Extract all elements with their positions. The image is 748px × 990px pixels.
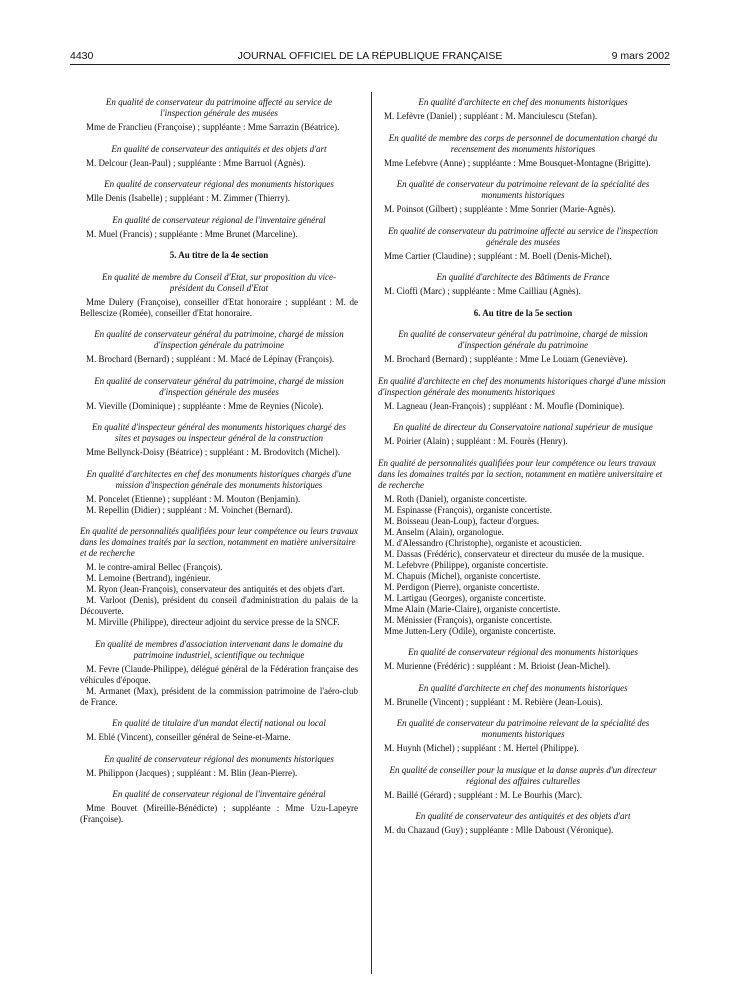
appointment-block — [378, 272, 668, 297]
nominee-entry: Mme Cartier (Claudine) ; suppléant : M. Boell (Denis-Michel). — [384, 250, 612, 261]
nominee-entry: Mme Bouvet (Mireille-Bénédicte) ; suppléante : Mme Uzu-Lapeyre (Françoise). — [80, 803, 358, 824]
nominee-entry: Mme de Franclieu (Françoise) ; suppléante : Mme Sarrazin (Béatrice). — [86, 122, 340, 132]
qualification-heading: En qualité de conservateur du patrimoine relevant de la spécialité des monuments historiques — [396, 179, 650, 200]
appointment-block — [378, 422, 668, 447]
appointment-block — [378, 811, 668, 836]
qualification-heading: En qualité de conservateur général du patrimoine, chargé de mission d'inspection générale des musées — [94, 375, 344, 397]
nominee-entry: M. Ménissier (François), organiste concertiste. — [384, 614, 553, 625]
qualification-heading: En qualité d'inspecteur général des monuments historiques chargé des sites et paysages ou inspecteur général de la construction — [91, 422, 347, 443]
nominee-entry: M. Lartigau (Georges), organiste concertiste. — [384, 592, 546, 603]
appointment-block — [378, 376, 668, 412]
nominee-entry: M. Roth (Daniel), organiste concertiste. — [384, 493, 528, 504]
left-column — [80, 97, 358, 836]
qualification-heading: En qualité de conservateur régional de l'inventaire général — [112, 789, 326, 799]
qualification-heading: En qualité de conservateur régional des monuments historiques — [104, 753, 334, 764]
appointment-block — [378, 179, 668, 215]
nominee-entry: M. Repellin (Didier) ; suppléant : M. Voinchet (Bernard). — [86, 504, 293, 515]
nominee-entry: M. Vieville (Dominique) ; suppléante : Mme de Reynies (Nicole). — [86, 400, 324, 411]
nominee-entry: M. Armanet (Max), président de la commission patrimoine de l'aéro-club de France. — [80, 685, 358, 707]
qualification-heading: En qualité de conservateur des antiquités et des objets d'art — [111, 143, 327, 154]
page-number: 4430 — [70, 50, 94, 62]
appointment-block — [378, 647, 668, 672]
publication-date: 9 mars 2002 — [611, 50, 670, 62]
appointment-block — [378, 133, 668, 169]
section-heading: 5. Au titre de la 4e section — [169, 250, 269, 260]
nominee-entry: M. Philippon (Jacques) ; suppléant : M. Blin (Jean-Pierre). — [86, 767, 298, 778]
qualification-heading: En qualité de membre des corps de personnel de documentation chargé du recensement des monuments historiques — [388, 132, 658, 154]
qualification-heading: En qualité d'architecte en chef des monuments historiques — [418, 682, 628, 693]
nominee-entry: M. Huynh (Michel) ; suppléant : M. Hertel (Philippe). — [384, 743, 579, 753]
nominee-entry: Mlle Denis (Isabelle) ; suppléant : M. Zimmer (Thierry). — [86, 193, 290, 203]
nominee-entry: M. Lefèvre (Daniel) ; suppléant : M. Manciulescu (Stefan). — [384, 111, 598, 121]
nominee-entry: M. Lemoine (Bertrand), ingénieur. — [86, 573, 211, 583]
qualification-heading: En qualité d'architecte en chef des monuments historiques — [418, 97, 628, 107]
appointment-block — [378, 329, 668, 365]
appointment-block — [378, 226, 668, 262]
qualification-heading: En qualité de conservateur régional de l'inventaire général — [112, 214, 326, 225]
nominee-entry: Mme Bellynck-Doisy (Béatrice) ; suppléant : M. Brodovitch (Michel). — [86, 447, 340, 457]
header-rule — [70, 64, 670, 65]
nominee-entry: M. d'Alessandro (Christophe), organiste et acousticien. — [384, 537, 582, 548]
appointment-block — [80, 97, 358, 133]
appointment-block — [80, 376, 358, 412]
appointment-block — [80, 639, 358, 708]
qualification-heading: En qualité de conservateur régional des monuments historiques — [408, 647, 638, 657]
nominee-entry: M. Brunelle (Vincent) ; suppléant : M. Rebière (Jean-Louis). — [384, 696, 603, 707]
appointment-block — [80, 144, 358, 169]
nominee-entry: M. Chapuis (Michel), organiste concertiste. — [384, 570, 541, 581]
appointment-block — [80, 329, 358, 365]
nominee-entry: M. Murienne (Frédéric) : suppléant : M. Brioist (Jean-Michel). — [384, 661, 611, 671]
column-divider — [371, 92, 372, 974]
appointment-block — [378, 718, 668, 754]
nominee-entry: M. Baillé (Gérard) ; suppléant : M. Le Bourhis (Marc). — [384, 789, 582, 800]
nominee-entry: M. Boisseau (Jean-Loup), facteur d'orgues. — [384, 515, 540, 526]
appointment-block — [378, 765, 668, 801]
nominee-entry: M. Poncelet (Etienne) ; suppléant : M. Mouton (Benjamin). — [86, 493, 301, 504]
appointment-block — [80, 422, 358, 458]
nominee-entry: M. Brochard (Bernard) ; suppléante : Mme Le Louarn (Geneviève). — [384, 354, 628, 364]
nominee-entry: Mme Dulery (Françoise), conseiller d'Etat honoraire ; suppléant : M. de Bellescize (Romée), conseiller d'Etat honoraire. — [80, 296, 358, 318]
nominee-entry: M. Espinasse (François), organiste concertiste. — [384, 504, 553, 515]
qualification-heading: En qualité d'architecte en chef des monuments historiques chargé d'une mission d'inspection générale des monuments historiques — [378, 375, 666, 397]
nominee-entry: M. du Chazaud (Guy) ; suppléante : Mlle Daboust (Véronique). — [384, 825, 614, 835]
nominee-entry: M. Lefebvre (Philippe), organiste concertiste. — [384, 559, 549, 570]
journal-title: JOURNAL OFFICIEL DE LA RÉPUBLIQUE FRANÇAISE — [237, 50, 503, 62]
qualification-heading: En qualité de conservateur du patrimoine relevant de la spécialité des monuments historiques — [396, 718, 650, 739]
nominee-entry: Mme Lefebvre (Anne) ; suppléante : Mme Bousquet-Montagne (Brigitte). — [384, 157, 651, 168]
qualification-heading: En qualité de conseiller pour la musique et la danse auprès d'un directeur régional des affaires culturelles — [389, 764, 657, 786]
nominee-entry: M. Cioffi (Marc) ; suppléante : Mme Cailliau (Agnès). — [384, 286, 581, 296]
appointment-block — [80, 754, 358, 779]
appointment-block — [378, 97, 668, 122]
appointment-block — [80, 526, 358, 628]
nominee-entry: M. Eblé (Vincent), conseiller général de Seine-et-Marne. — [86, 732, 291, 742]
nominee-entry: M. Dassas (Frédéric), conservateur et directeur du musée de la musique. — [384, 548, 645, 559]
qualification-heading: En qualité de personnalités qualifiées pour leur compétence ou leurs travaux dans les domaines traités par la section, notamment en matière universitaire et de recherche — [378, 457, 663, 490]
qualification-heading: En qualité d'architectes en chef des monuments historiques chargés d'une mission d'inspection générale des monuments historiques — [86, 468, 352, 490]
right-column — [378, 97, 668, 847]
nominee-entry: M. Delcour (Jean-Paul) ; suppléante : Mme Barruol (Agnès). — [86, 157, 306, 168]
qualification-heading: En qualité de conservateur du patrimoine affecté au service de l'inspection générale des musées — [105, 97, 333, 118]
section-heading: 6. Au titre de la 5e section — [473, 307, 573, 318]
qualification-heading: En qualité de conservateur général du patrimoine, chargé de mission d'inspection générale du patrimoine — [94, 329, 344, 350]
nominee-entry: M. Perdigon (Pierre), organiste concertiste. — [384, 581, 540, 592]
qualification-heading: En qualité de membres d'association intervenant dans le domaine du patrimoine industriel, scientifique ou technique — [95, 638, 343, 660]
qualification-heading: En qualité de conservateur du patrimoine affecté au service de l'inspection générale des musées — [388, 225, 658, 247]
appointment-block — [80, 250, 358, 261]
nominee-entry: M. Ryon (Jean-François), conservateur des antiquités et des objets d'art. — [86, 584, 345, 594]
nominee-entry: M. Varloot (Denis), président du conseil d'administration du palais de la Découverte. — [80, 595, 358, 616]
qualification-heading: En qualité de membre du Conseil d'Etat, sur proposition du vice-président du Conseil d'Etat — [102, 271, 336, 293]
nominee-entry: M. Fevre (Claude-Philippe), délégué général de la Fédération française des véhicules d'époque. — [80, 663, 358, 685]
appointment-block — [80, 179, 358, 204]
appointment-block — [80, 718, 358, 743]
qualification-heading: En qualité d'architecte des Bâtiments de France — [436, 272, 610, 282]
nominee-entry: M. Mirville (Philippe), directeur adjoint du service presse de la SNCF. — [86, 617, 340, 627]
nominee-entry: M. Brochard (Bernard) ; suppléant : M. Macé de Lépinay (François). — [86, 354, 335, 364]
qualification-heading: En qualité de titulaire d'un mandat électif national ou local — [112, 718, 326, 728]
nominee-entry: M. Muel (Francis) ; suppléante : Mme Brunet (Marceline). — [86, 228, 298, 239]
appointment-block — [80, 789, 358, 825]
appointment-block — [80, 469, 358, 516]
nominee-entry: M. Lagneau (Jean-François) ; suppléant : M. Moufle (Dominique). — [384, 400, 625, 411]
nominee-entry: M. le contre-amiral Bellec (François). — [86, 562, 223, 572]
nominee-entry: Mme Alain (Marie-Claire), organiste concertiste. — [384, 603, 561, 614]
qualification-heading: En qualité de conservateur des antiquités et des objets d'art — [415, 811, 631, 821]
nominee-entry: M. Poinsot (Gilbert) ; suppléante : Mme Sonrier (Marie-Agnès). — [384, 204, 616, 214]
qualification-heading: En qualité de conservateur général du patrimoine, chargé de mission d'inspection générale du patrimoine — [398, 329, 648, 350]
nominee-entry: Mme Jutten-Lery (Odile), organiste concertiste. — [384, 625, 556, 636]
nominee-entry: M. Poirier (Alain) ; suppléant : M. Fourès (Henry). — [384, 436, 568, 446]
appointment-block — [378, 458, 668, 637]
qualification-heading: En qualité de personnalités qualifiées pour leur compétence ou leurs travaux dans les domaines traités par la section, notamment en matière universitaire et de recherche — [80, 526, 358, 558]
appointment-block — [378, 308, 668, 319]
nominee-entry: M. Anselm (Alain), organologue. — [384, 526, 504, 537]
qualification-heading: En qualité de conservateur régional des monuments historiques — [104, 179, 334, 189]
appointment-block — [80, 215, 358, 240]
qualification-heading: En qualité de directeur du Conservatoire national supérieur de musique — [393, 422, 653, 432]
appointment-block — [378, 683, 668, 708]
appointment-block — [80, 272, 358, 319]
